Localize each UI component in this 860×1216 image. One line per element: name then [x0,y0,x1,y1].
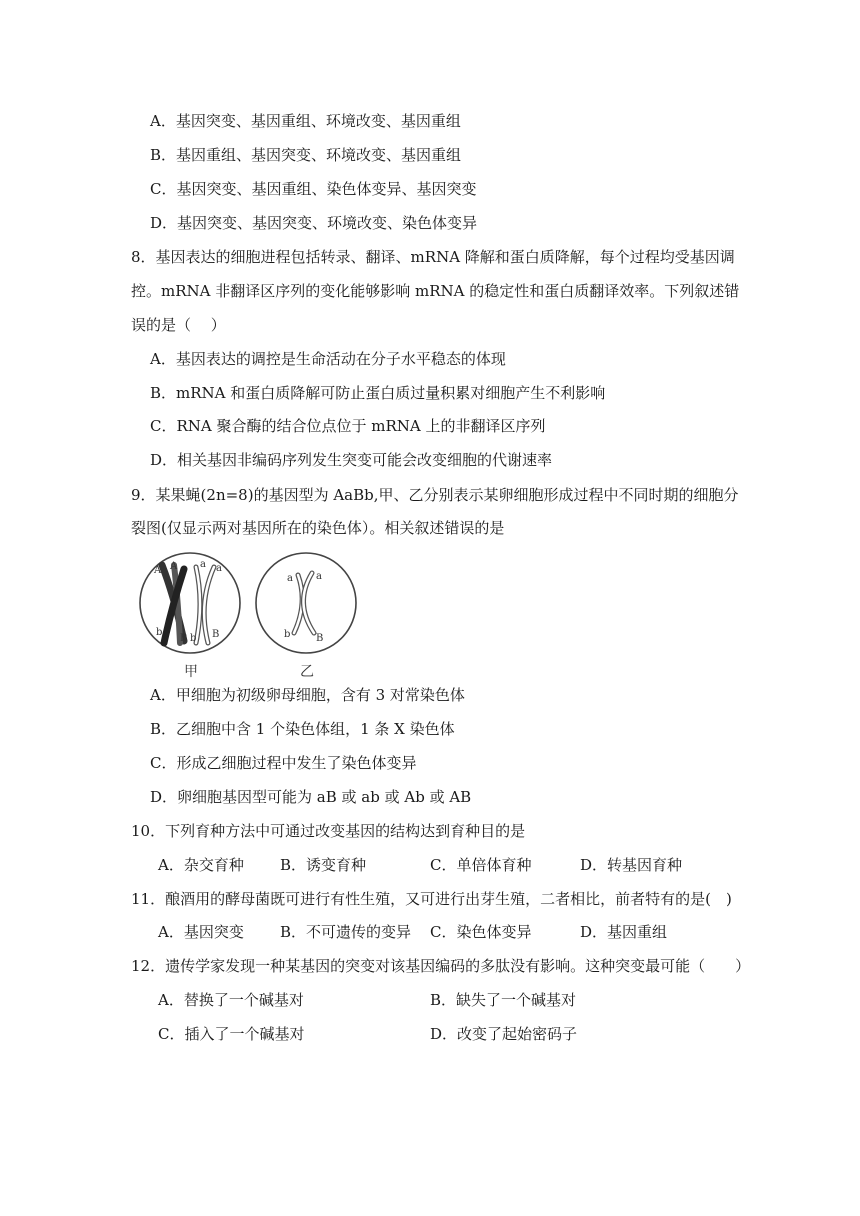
q8-stem-line-3: 误的是（ ） [131,316,226,334]
q9-option-b: B．乙细胞中含 1 个染色体组，1 条 X 染色体 [150,720,455,738]
cell2-gene-label: b [284,629,291,640]
cell2-gene-label: a [316,571,322,582]
q11-option-a: A．基因突变 [158,923,244,941]
q9-option-d: D．卵细胞基因型可能为 aB 或 ab 或 Ab 或 AB [150,788,472,806]
q11-option-c: C．染色体变异 [430,923,532,941]
q8-option-b: B．mRNA 和蛋白质降解可防止蛋白质过量积累对细胞产生不利影响 [150,384,606,402]
q12-option-c: C．插入了一个碱基对 [158,1025,305,1043]
q9-option-a: A．甲细胞为初级卵母细胞，含有 3 对常染色体 [150,686,465,704]
q8-option-a: A．基因表达的调控是生命活动在分子水平稳态的体现 [150,350,506,368]
q7-option-a: A．基因突变、基因重组、环境改变、基因重组 [150,112,461,130]
q10-stem: 10．下列育种方法中可通过改变基因的结构达到育种目的是 [131,822,526,840]
q7-option-d: D．基因突变、基因突变、环境改变、染色体变异 [150,214,478,232]
q11-stem: 11．酿酒用的酵母菌既可进行有性生殖，又可进行出芽生殖，二者相比，前者特有的是( ) [131,890,732,908]
q11-option-d: D．基因重组 [580,923,668,941]
cell1-label: 甲 [184,664,198,680]
q8-stem-line-2: 控。mRNA 非翻译区序列的变化能够影响 mRNA 的稳定性和蛋白质翻译效率。下列叙述错 [131,282,740,300]
cell1-gene-label: A [170,561,178,572]
q10-option-b: B．诱变育种 [280,856,367,874]
cell1-gene-label: a [216,563,222,574]
q9-stem-line-2: 裂图(仅显示两对基因所在的染色体）。相关叙述错误的是 [131,519,505,537]
cell1-gene-label: a [200,559,206,570]
q8-option-d: D．相关基因非编码序列发生突变可能会改变细胞的代谢速率 [150,451,553,469]
cell-jia [140,553,240,653]
q12-option-a: A．替换了一个碱基对 [158,991,304,1009]
cell1-gene-label: b [190,633,197,644]
q9-stem-line-1: 9．某果蝇(2n=8)的基因型为 AaBb,甲、乙分别表示某卵细胞形成过程中不同时期的细胞分 [131,486,739,504]
q12-stem: 12．遗传学家发现一种某基因的突变对该基因编码的多肽没有影响。这种突变最可能（ ） [131,957,751,975]
q8-option-c: C．RNA 聚合酶的结合位点位于 mRNA 上的非翻译区序列 [150,417,546,435]
q10-option-d: D．转基因育种 [580,856,683,874]
cell1-gene-label: A [154,565,162,576]
cell-division-figure [134,551,374,681]
q7-option-c: C．基因突变、基因重组、染色体变异、基因突变 [150,180,477,198]
q7-option-b: B．基因重组、基因突变、环境改变、基因重组 [150,146,462,164]
q12-option-b: B．缺失了一个碱基对 [430,991,577,1009]
q10-option-c: C．单倍体育种 [430,856,532,874]
cell2-gene-label: a [287,573,293,584]
q8-stem-line-1: 8．基因表达的细胞进程包括转录、翻译、mRNA 降解和蛋白质降解，每个过程均受基因调 [131,248,735,266]
q10-option-a: A．杂交育种 [158,856,244,874]
cell2-label: 乙 [300,664,314,680]
cell-yi [256,553,356,653]
cell2-gene-label: B [316,633,324,644]
cell1-gene-label: B [212,629,220,640]
cell-diagram-svg [134,551,374,681]
q12-option-d: D．改变了起始密码子 [430,1025,578,1043]
cell1-gene-label: b [156,627,163,638]
q11-option-b: B．不可遗传的变异 [280,923,412,941]
cell1-gene-label: B [180,633,188,644]
q9-option-c: C．形成乙细胞过程中发生了染色体变异 [150,754,417,772]
